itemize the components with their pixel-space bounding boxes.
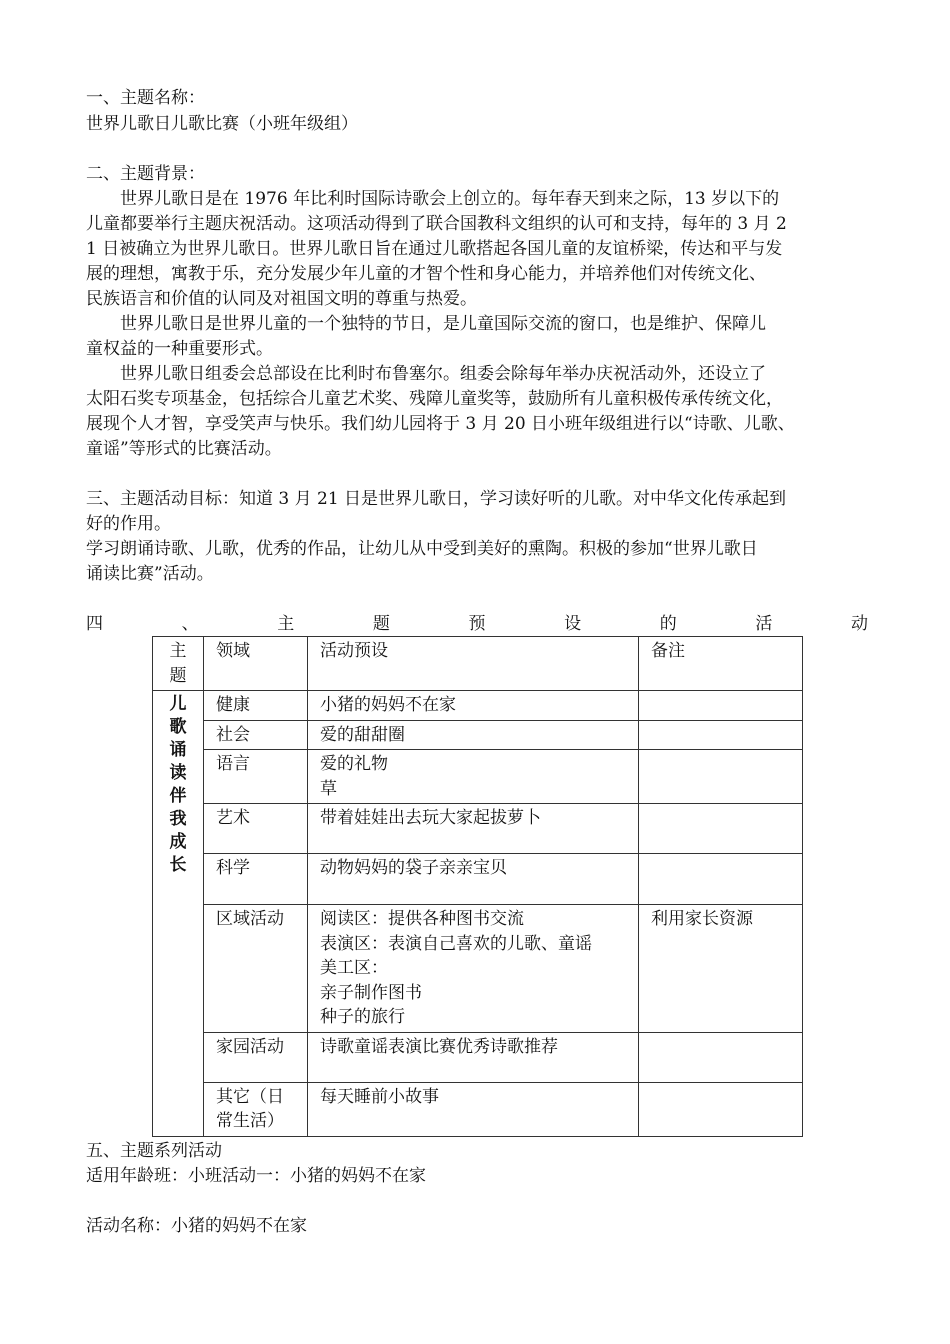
domain-cell: 科学 (204, 854, 308, 905)
age-group-line: 适用年龄班：小班活动一：小猪的妈妈不在家 (86, 1166, 426, 1186)
activity-item: 草 (320, 778, 337, 799)
domain-cell: 社会 (204, 720, 308, 750)
heading-char: 动 (851, 614, 868, 634)
background-paragraph-line: 世界儿歌日组委会总部设在比利时布鲁塞尔。组委会除每年举办庆祝活动外，还设立了 (86, 364, 766, 384)
background-paragraph-line: 童谣”等形式的比赛活动。 (86, 439, 282, 459)
note-cell (639, 750, 803, 804)
theme-char: 长 (169, 855, 187, 875)
heading-char: 题 (372, 614, 390, 634)
activity-item: 种子的旅行 (320, 1007, 405, 1027)
activity-item: 表演区：表演自己喜欢的儿歌、童谣 (320, 933, 592, 954)
background-paragraph-line: 童权益的一种重要形式。 (86, 339, 273, 359)
domain-cell: 家园活动 (204, 1032, 308, 1082)
domain-cell: 健康 (204, 691, 308, 721)
section2-heading: 二、主题背景： (86, 164, 205, 184)
theme-char: 诵 (169, 740, 187, 760)
activity-cell: 爱的甜甜圈 (308, 720, 639, 750)
note-cell (639, 804, 803, 854)
objective-line: 好的作用。 (86, 514, 171, 534)
activity-cell: 诗歌童谣表演比赛优秀诗歌推荐 (308, 1032, 639, 1082)
table-row (153, 691, 803, 721)
table-row (153, 720, 803, 750)
section1-heading: 一、主题名称： (86, 88, 205, 108)
header-domain: 领域 (204, 637, 308, 691)
header-theme: 主题 (153, 637, 204, 691)
heading-char: 活 (755, 614, 773, 634)
domain-cell: 艺术 (204, 804, 308, 854)
activity-cell: 小猪的妈妈不在家 (308, 691, 639, 721)
background-paragraph-line: 展的理想，寓教于乐，充分发展少年儿童的才智个性和身心能力，并培养他们对传统文化、 (86, 264, 766, 284)
table-row (153, 1032, 803, 1082)
note-cell (639, 1032, 803, 1082)
domain-cell: 语言 (204, 750, 308, 804)
heading-char: 预 (468, 614, 486, 634)
table-row (153, 905, 803, 1033)
theme-char: 伴 (169, 786, 187, 806)
objective-line: 三、主题活动目标：知道 3 月 21 日是世界儿歌日，学习读好听的儿歌。对中华文化传承起到 (86, 489, 787, 509)
note-cell (639, 720, 803, 750)
theme-vertical-cell (153, 691, 204, 1137)
note-cell (639, 691, 803, 721)
background-paragraph-line: 世界儿歌日是在 1976 年比利时国际诗歌会上创立的。每年春天到来之际，13 岁以下的 (86, 189, 780, 209)
activity-cell: 带着娃娃出去玩大家起拔萝卜 (308, 804, 639, 854)
heading-char: 设 (564, 614, 582, 634)
domain-cell: 区域活动 (204, 905, 308, 1033)
heading-char: 四 (86, 614, 103, 634)
table-row (153, 804, 803, 854)
activity-item: 美工区： (320, 958, 388, 978)
activity-plan-table (152, 636, 803, 1137)
background-paragraph-line: 展现个人才智，享受笑声与快乐。我们幼儿园将于 3 月 20 日小班年级组进行以“诗歌、儿歌、 (86, 414, 795, 434)
background-paragraph-line: 世界儿歌日是世界儿童的一个独特的节日，是儿童国际交流的窗口，也是维护、保障儿 (86, 314, 766, 334)
theme-char: 读 (169, 763, 187, 783)
theme-title: 世界儿歌日儿歌比赛（小班年级组） (86, 114, 358, 134)
activity-name-line: 活动名称：小猪的妈妈不在家 (86, 1216, 307, 1236)
table-row (153, 750, 803, 804)
note-cell: 利用家长资源 (639, 905, 803, 1033)
heading-char: 主 (277, 614, 295, 634)
heading-char: 、 (181, 614, 199, 634)
theme-char: 儿 (169, 694, 187, 714)
theme-char: 我 (169, 809, 187, 829)
header-activity: 活动预设 (308, 637, 639, 691)
note-cell (639, 854, 803, 905)
activity-item: 亲子制作图书 (320, 982, 422, 1003)
activity-cell (308, 905, 639, 1033)
objective-line: 诵读比赛”活动。 (86, 564, 214, 584)
theme-char: 成 (169, 832, 187, 852)
background-paragraph-line: 儿童都要举行主题庆祝活动。这项活动得到了联合国教科文组织的认可和支持，每年的 3 月 2 (86, 214, 787, 234)
background-paragraph-line: 太阳石奖专项基金，包括综合儿童艺术奖、残障儿童奖等，鼓励所有儿童积极传承传统文化， (86, 389, 783, 409)
activity-cell (308, 750, 639, 804)
header-note: 备注 (639, 637, 803, 691)
background-paragraph-line: 民族语言和价值的认同及对祖国文明的尊重与热爱。 (86, 289, 477, 309)
objective-line: 学习朗诵诗歌、儿歌，优秀的作品，让幼儿从中受到美好的熏陶。积极的参加“世界儿歌日 (86, 539, 758, 559)
activity-item: 爱的礼物 (320, 754, 388, 774)
domain-cell: 其它（日常生活） (204, 1082, 308, 1136)
section5-heading: 五、主题系列活动 (86, 1141, 222, 1161)
theme-char: 歌 (169, 717, 187, 737)
table-row (153, 854, 803, 905)
table-row (153, 1082, 803, 1136)
activity-cell: 动物妈妈的袋子亲亲宝贝 (308, 854, 639, 905)
heading-char: 的 (659, 614, 677, 634)
activity-item: 阅读区：提供各种图书交流 (320, 909, 524, 929)
note-cell (639, 1082, 803, 1136)
table-header-row (153, 637, 803, 691)
section4-heading (86, 612, 868, 636)
background-paragraph-line: 1 日被确立为世界儿歌日。世界儿歌日旨在通过儿歌搭起各国儿童的友谊桥梁，传达和平与发 (86, 239, 783, 259)
activity-cell: 每天睡前小故事 (308, 1082, 639, 1136)
